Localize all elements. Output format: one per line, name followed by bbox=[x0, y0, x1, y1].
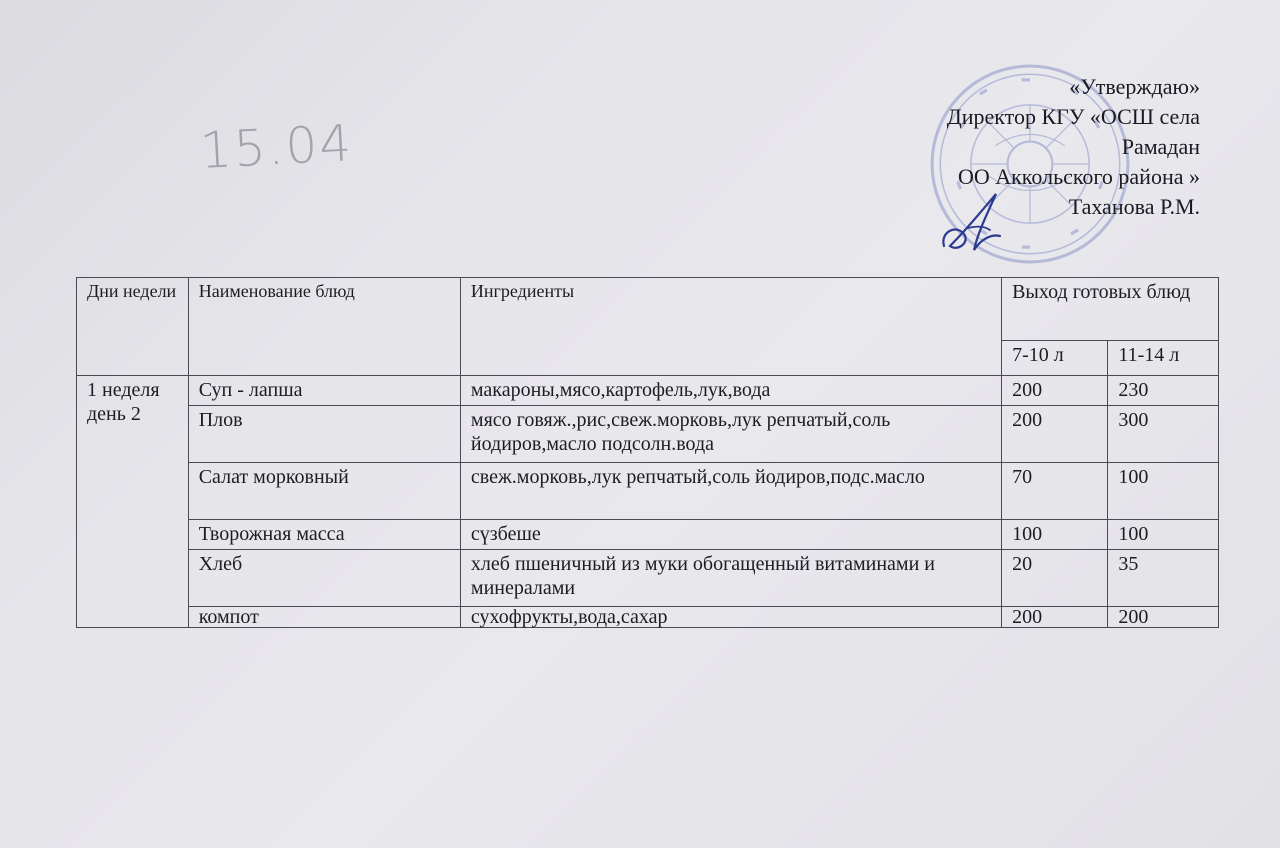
yield-11-14: 200 bbox=[1108, 607, 1219, 628]
yield-7-10: 100 bbox=[1002, 520, 1108, 550]
dish-name: компот bbox=[188, 607, 460, 628]
dish-name: Салат морковный bbox=[188, 463, 460, 520]
yield-11-14: 100 bbox=[1108, 520, 1219, 550]
dish-ingredients: макароны,мясо,картофель,лук,вода bbox=[460, 376, 1001, 406]
approval-block bbox=[800, 72, 1200, 222]
yield-7-10: 20 bbox=[1002, 550, 1108, 607]
dish-ingredients: хлеб пшеничный из муки обогащенный витаминами и минералами bbox=[460, 550, 1001, 607]
table-row bbox=[77, 550, 1219, 607]
yield-7-10: 200 bbox=[1002, 607, 1108, 628]
yield-7-10: 200 bbox=[1002, 376, 1108, 406]
header-age-11-14: 11-14 л bbox=[1108, 341, 1219, 376]
dish-name: Суп - лапша bbox=[188, 376, 460, 406]
table-row bbox=[77, 520, 1219, 550]
table-row bbox=[77, 376, 1219, 406]
yield-11-14: 100 bbox=[1108, 463, 1219, 520]
dish-ingredients: сухофрукты,вода,сахар bbox=[460, 607, 1001, 628]
approval-signer: Таханова Р.М. bbox=[1068, 194, 1200, 219]
dish-name: Творожная масса bbox=[188, 520, 460, 550]
menu-table bbox=[76, 277, 1219, 628]
day-label: 1 неделя день 2 bbox=[77, 376, 189, 628]
header-ingredients: Ингредиенты bbox=[460, 278, 1001, 376]
dish-ingredients: мясо говяж.,рис,свеж.морковь,лук репчатый,соль йодиров,масло подсолн.вода bbox=[460, 406, 1001, 463]
header-dish: Наименование блюд bbox=[188, 278, 460, 376]
handwritten-date: 15.04 bbox=[198, 114, 355, 180]
dish-name: Хлеб bbox=[188, 550, 460, 607]
table-header-row bbox=[77, 278, 1219, 341]
header-age-7-10: 7-10 л bbox=[1002, 341, 1108, 376]
approval-position: Директор КГУ «ОСШ села bbox=[946, 104, 1200, 129]
yield-11-14: 230 bbox=[1108, 376, 1219, 406]
yield-7-10: 200 bbox=[1002, 406, 1108, 463]
table-row bbox=[77, 607, 1219, 628]
yield-7-10: 70 bbox=[1002, 463, 1108, 520]
yield-11-14: 35 bbox=[1108, 550, 1219, 607]
header-yield: Выход готовых блюд bbox=[1002, 278, 1219, 341]
table-row bbox=[77, 406, 1219, 463]
dish-ingredients: сүзбеше bbox=[460, 520, 1001, 550]
dish-ingredients: свеж.морковь,лук репчатый,соль йодиров,подс.масло bbox=[460, 463, 1001, 520]
header-days: Дни недели bbox=[77, 278, 189, 376]
approval-district: ОО Аккольского района » bbox=[957, 164, 1200, 189]
dish-name: Плов bbox=[188, 406, 460, 463]
approval-school: Рамадан bbox=[1121, 134, 1200, 159]
yield-11-14: 300 bbox=[1108, 406, 1219, 463]
table-row bbox=[77, 463, 1219, 520]
approval-title: «Утверждаю» bbox=[1069, 74, 1200, 99]
